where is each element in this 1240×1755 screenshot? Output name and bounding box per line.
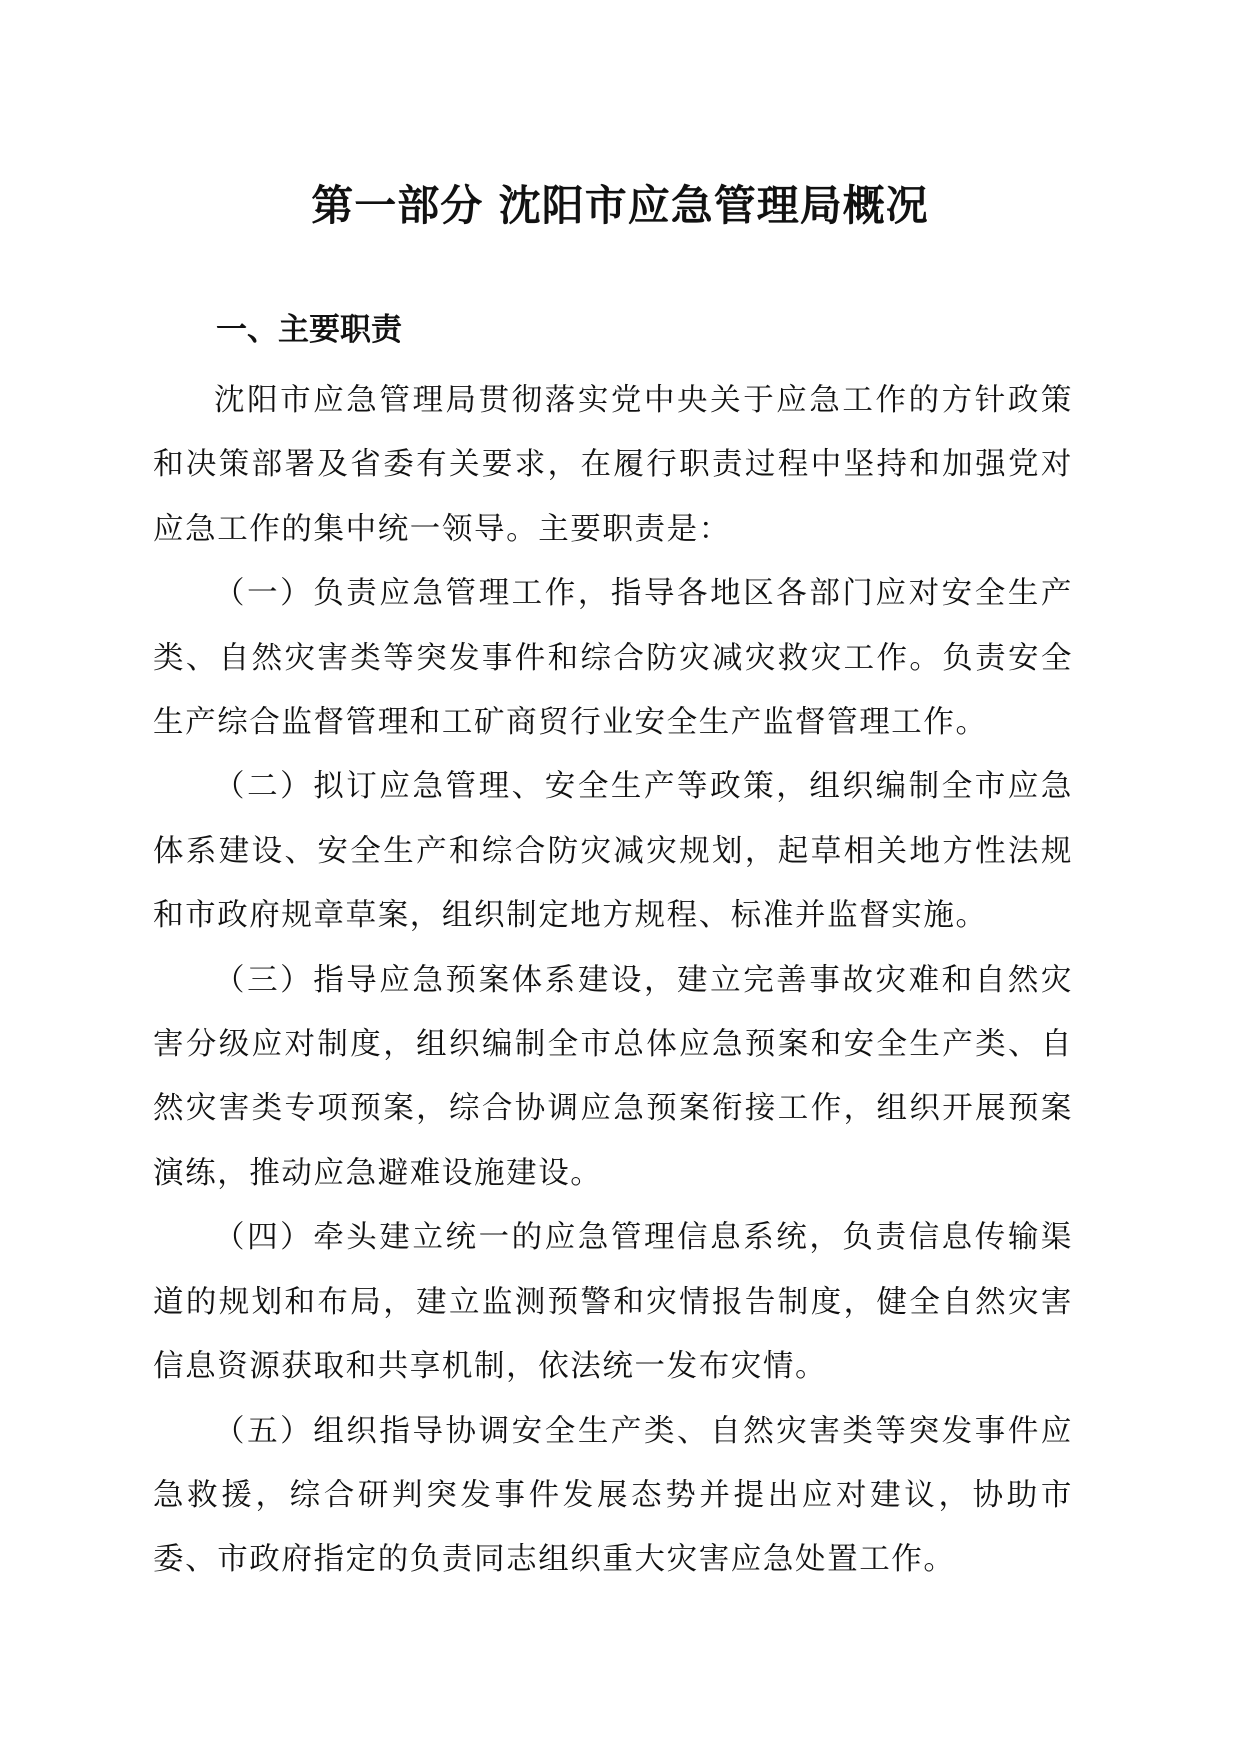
paragraph-duty-3: （三）指导应急预案体系建设，建立完善事故灾难和自然灾害分级应对制度，组织编制全市总体应急预案和安全生产类、自然灾害类专项预案，综合协调应急预案衔接工作，组织开展预案演练，推动应急避难设施建设。: [153, 962, 1073, 1191]
paragraph-duty-1: （一）负责应急管理工作，指导各地区各部门应对安全生产类、自然灾害类等突发事件和综合防灾减灾救灾工作。负责安全生产综合监督管理和工矿商贸行业安全生产监督管理工作。: [153, 576, 1073, 741]
paragraph-duty-5: （五）组织指导协调安全生产类、自然灾害类等突发事件应急救援，综合研判突发事件发展态势并提出应对建议，协助市委、市政府指定的负责同志组织重大灾害应急处置工作。: [153, 1413, 1073, 1578]
paragraph-intro: 沈阳市应急管理局贯彻落实党中央关于应急工作的方针政策和决策部署及省委有关要求，在履行职责过程中坚持和加强党对应急工作的集中统一领导。主要职责是：: [153, 383, 1073, 547]
paragraph-duty-2: （二）拟订应急管理、安全生产等政策，组织编制全市应急体系建设、安全生产和综合防灾减灾规划，起草相关地方性法规和市政府规章草案，组织制定地方规程、标准并监督实施。: [153, 769, 1073, 934]
page-title: 第一部分 沈阳市应急管理局概况: [311, 181, 929, 230]
paragraph-duty-4: （四）牵头建立统一的应急管理信息系统，负责信息传输渠道的规划和布局，建立监测预警和灾情报告制度，健全自然灾害信息资源获取和共享机制，依法统一发布灾情。: [153, 1220, 1073, 1385]
section-heading: 一、主要职责: [216, 312, 402, 348]
body-text: [153, 369, 1073, 1593]
